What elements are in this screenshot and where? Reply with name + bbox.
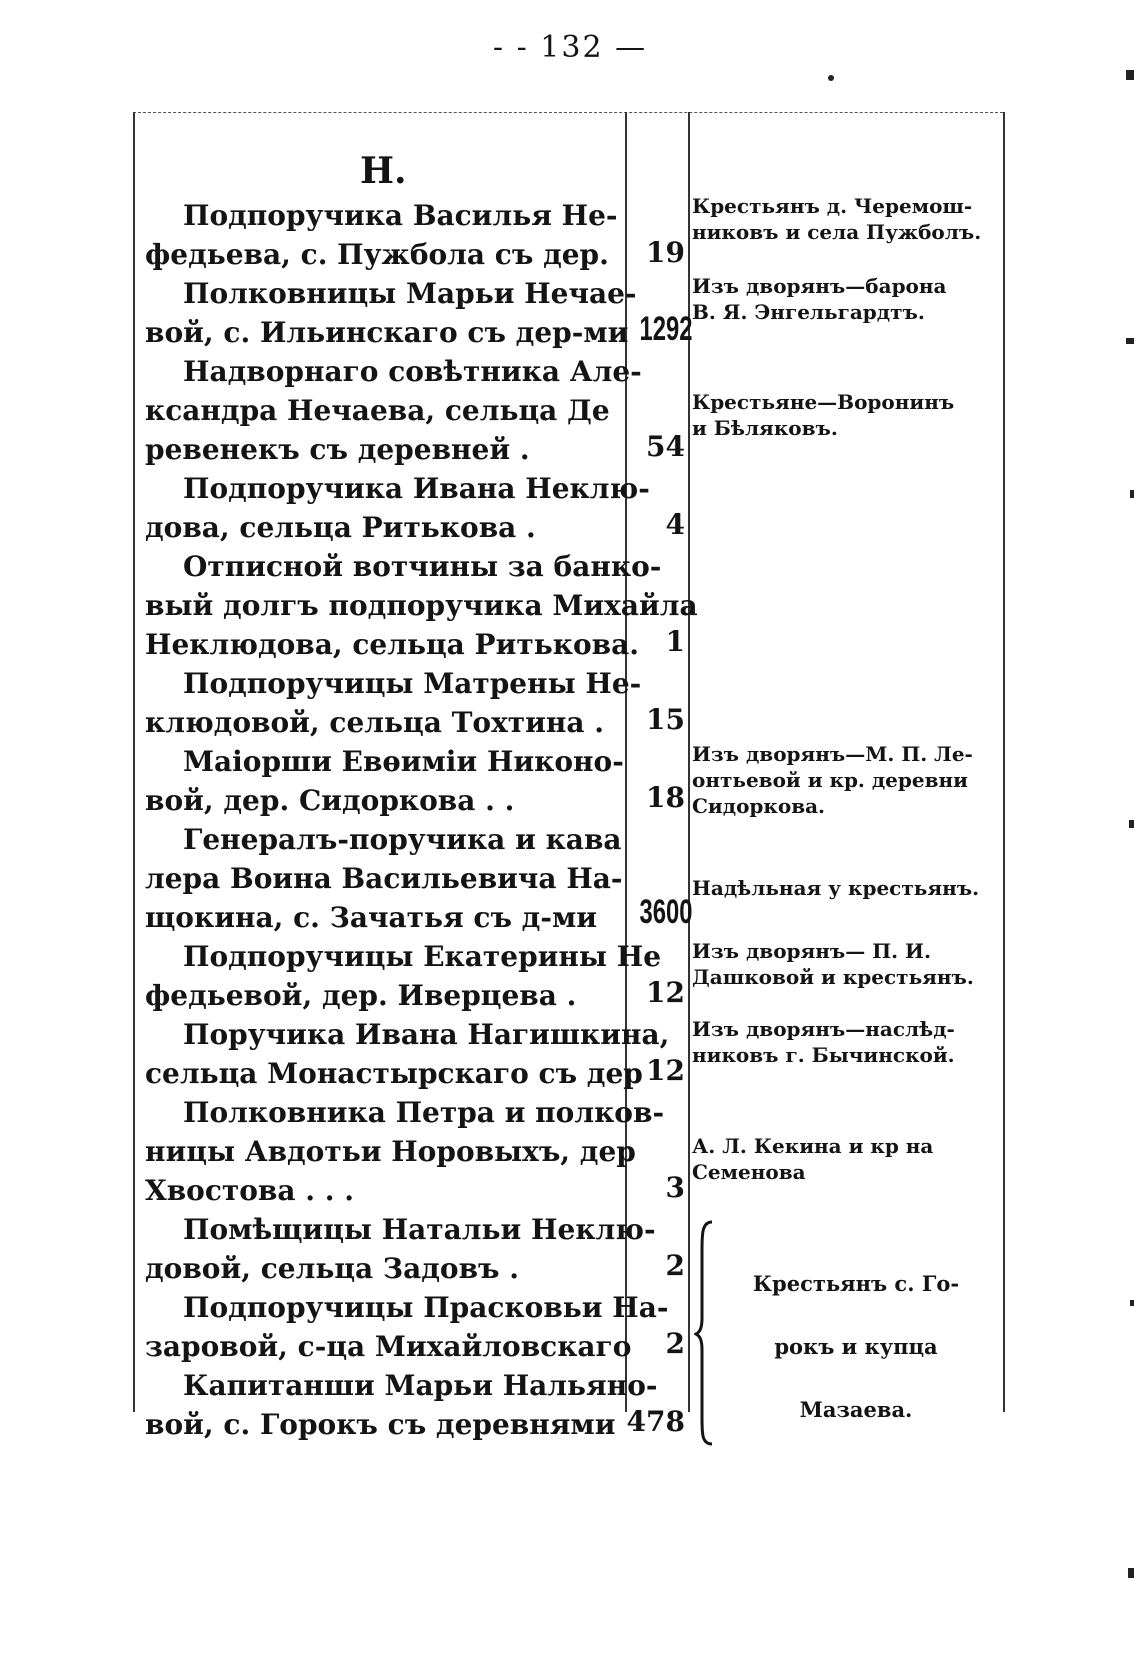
entry-line: клюдовой, сельца Тохтина .	[145, 706, 605, 739]
entry-line: вый долгъ подпоручика Михайла	[145, 589, 698, 622]
entry-line: Подпоручика Ивана Неклю-	[183, 472, 650, 505]
ink-speck	[1126, 338, 1134, 344]
entry-line: сельца Монастырскаго съ дер	[145, 1057, 643, 1090]
ink-speck	[1130, 1300, 1134, 1306]
entry-line: Подпоручицы Екатерины Не	[183, 940, 662, 973]
table-right-rule	[1003, 112, 1005, 1412]
note-line: рокъ и купца	[774, 1334, 938, 1359]
entry-line: ревенекъ съ деревней .	[145, 433, 530, 466]
entry-7-text	[145, 742, 624, 820]
note-line: В. Я. Энгельгардтъ.	[692, 300, 925, 324]
entry-line: Капитанши Марьи Нальяно-	[183, 1369, 658, 1402]
page-number: - - 132 —	[492, 30, 648, 65]
entry-2-text	[145, 274, 637, 352]
entry-line: Подпоручицы Прасковьи На-	[183, 1291, 669, 1324]
entry-11-count: 3	[665, 1171, 685, 1204]
entry-9-count: 12	[646, 976, 685, 1009]
entry-3-count: 54	[646, 430, 685, 463]
entry-13-count: 2	[665, 1327, 685, 1360]
entry-line: довой, сельца Задовъ .	[145, 1252, 520, 1285]
entry-7-count: 18	[646, 781, 685, 814]
note-line: Мазаева.	[799, 1397, 913, 1422]
entry-9-note	[692, 938, 1002, 990]
note-line: онтьевой и кр. деревни	[692, 768, 968, 792]
entry-14-count: 478	[626, 1405, 685, 1438]
ink-speck	[828, 75, 834, 81]
entry-line: ксандра Нечаева, сельца Де	[145, 394, 610, 427]
note-line: Дашковой и крестьянъ.	[692, 965, 974, 989]
entry-13-text	[145, 1288, 669, 1366]
ink-speck	[1129, 820, 1134, 828]
entry-7-note	[692, 741, 1002, 819]
entry-4-count: 4	[665, 508, 685, 541]
entry-line: заровой, с-ца Михайловскаго	[145, 1330, 632, 1363]
entry-3-text	[145, 352, 642, 469]
note-line: Крестьянъ с. Го-	[752, 1271, 960, 1296]
entry-2-count: 1292	[639, 310, 693, 348]
note-line: А. Л. Кекина и кр на	[692, 1134, 934, 1158]
entry-9-text	[145, 937, 662, 1015]
entry-8-count: 3600	[639, 893, 693, 931]
entry-1-count: 19	[646, 236, 685, 269]
entry-4-text	[145, 469, 650, 547]
entry-line: Генералъ-поручика и кава	[183, 823, 622, 856]
note-line: Крестьяне—Воронинъ	[692, 390, 955, 414]
table-top-rule	[133, 112, 1003, 113]
note-line: Семенова	[692, 1160, 806, 1184]
note-line: Надѣльная у крестьянъ.	[692, 876, 980, 900]
entry-5-count: 1	[665, 625, 685, 658]
column-rule-2	[688, 112, 690, 1412]
entry-1-note	[692, 193, 1002, 245]
note-line: никовъ г. Бычинской.	[692, 1043, 955, 1067]
entry-line: Неклюдова, сельца Ритькова.	[145, 628, 639, 661]
entry-1-text	[145, 196, 618, 274]
entry-line: дова, сельца Ритькова .	[145, 511, 536, 544]
entry-11-note	[692, 1133, 1002, 1185]
note-line: никовъ и села Пужболъ.	[692, 220, 982, 244]
note-line: Изъ дворянъ—М. П. Ле-	[692, 742, 973, 766]
note-line: Крестьянъ д. Черемош-	[692, 194, 973, 218]
note-line: Изъ дворянъ— П. И.	[692, 939, 931, 963]
entry-line: ницы Авдотьи Норовыхъ, дер	[145, 1135, 636, 1168]
entry-10-note	[692, 1016, 1002, 1068]
shared-note	[716, 1252, 996, 1441]
brace-icon	[694, 1220, 714, 1446]
entry-line: Полковницы Марьи Нечае-	[183, 277, 637, 310]
entry-line: вой, с. Горокъ съ деревнями	[145, 1408, 616, 1441]
ink-speck	[1128, 1568, 1134, 1578]
note-line: Изъ дворянъ—барона	[692, 274, 947, 298]
entry-line: федьевой, дер. Иверцева .	[145, 979, 577, 1012]
entry-line: вой, дер. Сидоркова . .	[145, 784, 515, 817]
entry-line: щокина, с. Зачатья съ д-ми	[145, 901, 598, 934]
entry-6-count: 15	[646, 703, 685, 736]
entry-line: Подпоручика Василья Не-	[183, 199, 618, 232]
entry-8-note	[692, 875, 1002, 901]
table-left-rule	[133, 112, 135, 1412]
entry-2-note	[692, 273, 1002, 325]
entry-line: Маіорши Евѳиміи Никоно-	[183, 745, 624, 778]
section-letter: Н.	[360, 150, 407, 192]
entry-6-text	[145, 664, 642, 742]
note-line: Изъ дворянъ—наслѣд-	[692, 1017, 955, 1041]
entry-line: Полковника Петра и полков-	[183, 1096, 665, 1129]
entry-line: Отписной вотчины за банко-	[183, 550, 662, 583]
entry-line: Помѣщицы Натальи Неклю-	[183, 1213, 656, 1246]
entry-3-note	[692, 389, 1002, 441]
entry-line: Хвостова . . .	[145, 1174, 355, 1207]
entry-12-count: 2	[665, 1249, 685, 1282]
ink-speck	[1130, 490, 1134, 498]
entry-line: Поручика Ивана Нагишкина,	[183, 1018, 670, 1051]
entry-line: лера Воина Васильевича На-	[145, 862, 623, 895]
note-line: Сидоркова.	[692, 794, 826, 818]
entry-8-text	[145, 820, 623, 937]
entry-10-count: 12	[646, 1054, 685, 1087]
entry-line: вой, с. Ильинскаго съ дер-ми	[145, 316, 629, 349]
ink-speck	[1126, 70, 1134, 80]
entry-line: федьева, с. Пужбола съ дер.	[145, 238, 609, 271]
entry-5-text	[145, 547, 698, 664]
entry-line: Надворнаго совѣтника Але-	[183, 355, 642, 388]
entry-12-text	[145, 1210, 656, 1288]
entry-11-text	[145, 1093, 665, 1210]
entry-line: Подпоручицы Матрены Не-	[183, 667, 642, 700]
note-line: и Бѣляковъ.	[692, 416, 838, 440]
